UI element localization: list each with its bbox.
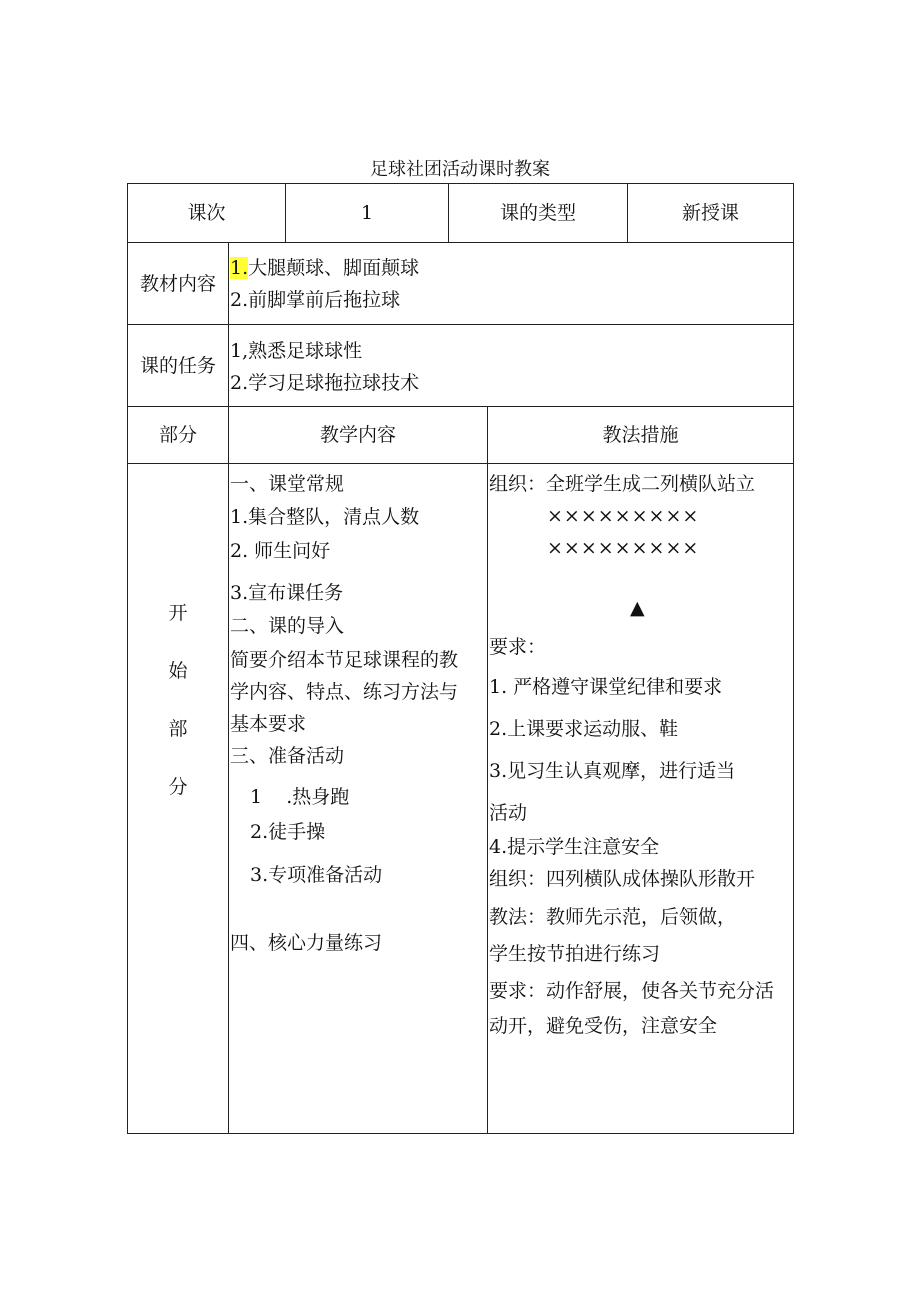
method-organization-2: 组织：四列横队成体操队形散开 <box>489 868 756 890</box>
method-requirement: 动开，避免受伤，注意安全 <box>489 1015 718 1037</box>
content-line: 3.宣布课任务 <box>230 582 344 604</box>
content-line: 简要介绍本节足球课程的教 <box>230 649 459 671</box>
material-item-2: 2.前脚掌前后拖拉球 <box>230 289 401 311</box>
method-column-header: 教法措施 <box>602 424 679 446</box>
lesson-type-value: 新授课 <box>681 202 739 224</box>
section-column-header: 部分 <box>158 424 197 446</box>
section-char: 开 <box>168 602 188 624</box>
content-line: 基本要求 <box>230 713 307 735</box>
content-line: 1.集合整队，清点人数 <box>230 506 420 528</box>
task-item-2: 2.学习足球拖拉球技术 <box>230 372 420 394</box>
material-item-1-number: 1. <box>230 257 249 279</box>
content-line: 四、核心力量练习 <box>230 932 383 954</box>
task-content <box>230 335 419 399</box>
lesson-type-label: 课的类型 <box>499 202 576 224</box>
formation-row-2: ××××××××× <box>547 537 700 559</box>
section-char: 部 <box>168 718 188 740</box>
content-line: 3.专项准备活动 <box>250 864 383 886</box>
formation-row-1: ××××××××× <box>547 505 700 527</box>
material-label: 教材内容 <box>139 272 216 295</box>
method-requirement: 活动 <box>489 802 528 824</box>
section-char: 分 <box>168 776 188 798</box>
task-item-1: 1,熟悉足球球性 <box>230 340 363 362</box>
document-title: 足球社团活动课时教案 <box>370 159 550 180</box>
method-teaching: 教法：教师先示范，后领做， <box>489 906 737 928</box>
method-teaching: 学生按节拍进行练习 <box>489 943 661 965</box>
method-requirement: 2.上课要求运动服、鞋 <box>489 718 679 740</box>
method-requirement: 3.见习生认真观摩，进行适当 <box>489 760 736 782</box>
col-divider <box>487 406 488 1134</box>
task-label: 课的任务 <box>139 354 216 377</box>
method-organization-1: 组织：全班学生成二列横队站立 <box>489 473 756 495</box>
material-item-1 <box>230 252 419 284</box>
teacher-triangle-icon: ▲ <box>630 597 645 619</box>
content-line: 2.徒手操 <box>250 821 326 843</box>
content-column-header: 教学内容 <box>319 424 396 446</box>
method-requirement: 要求：动作舒展，使各关节充分活 <box>489 980 775 1002</box>
content-line: 三、准备活动 <box>230 745 345 767</box>
table-border-right <box>793 183 794 1134</box>
col-divider <box>228 242 229 1134</box>
content-line: 2. 师生问好 <box>230 540 331 562</box>
method-requirement: 1. 严格遵守课堂纪律和要求 <box>489 676 723 698</box>
material-content <box>230 252 419 316</box>
method-requirement: 4.提示学生注意安全 <box>489 836 660 858</box>
lesson-number-label: 课次 <box>187 202 226 224</box>
material-item-1-text: 大腿颠球、脚面颠球 <box>248 257 420 279</box>
content-line: 学内容、特点、练习方法与 <box>230 681 459 703</box>
method-requirement-label: 要求： <box>489 636 547 658</box>
lesson-number-value: 1 <box>360 202 374 224</box>
content-line: 1 .热身跑 <box>250 786 350 808</box>
section-char: 始 <box>168 660 188 682</box>
content-line: 二、课的导入 <box>230 615 345 637</box>
content-line: 一、课堂常规 <box>230 473 345 495</box>
